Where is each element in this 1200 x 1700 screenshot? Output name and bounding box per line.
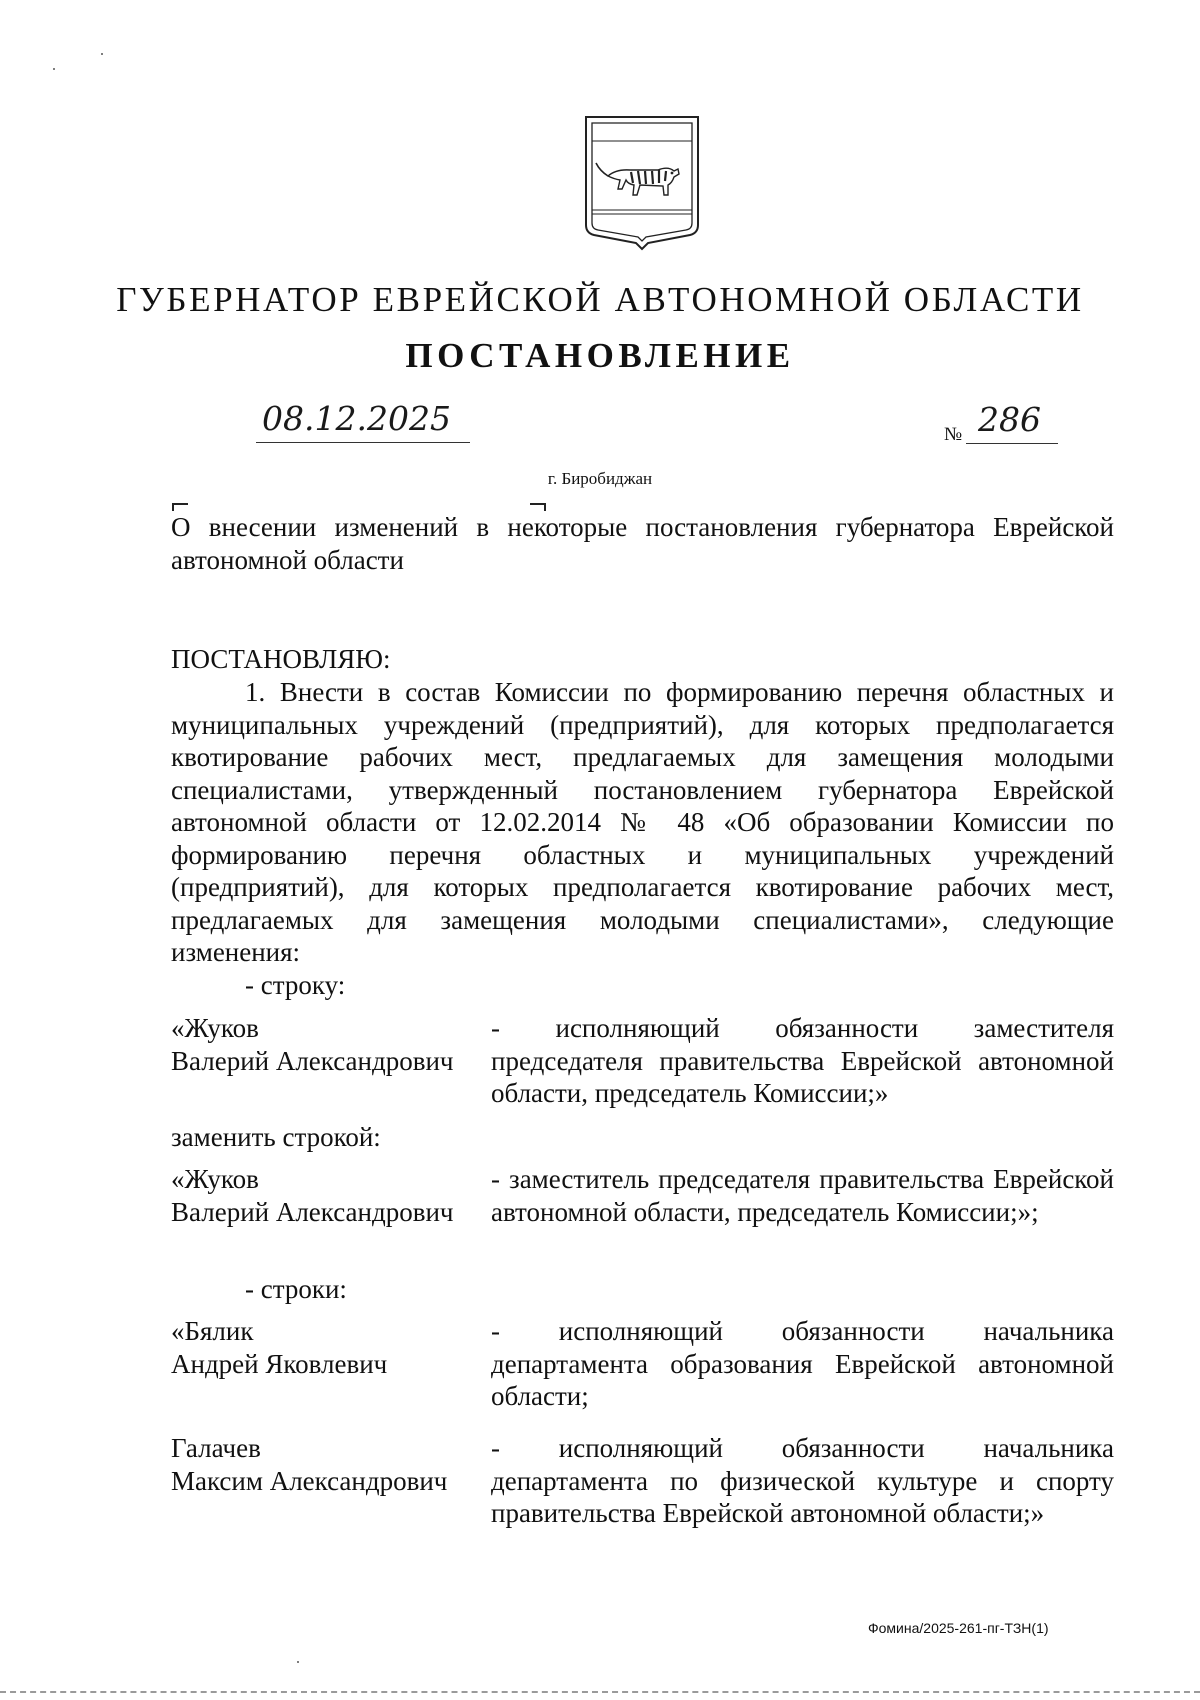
member-surname: Галачев — [171, 1433, 261, 1463]
document-date: 08.12.2025 — [262, 399, 451, 438]
date-underline — [256, 442, 470, 443]
member-old-name — [171, 1012, 481, 1077]
member-galachev-role: - исполняющий обязанности начальника департамента по физической культуре и спорту правительства Еврейской автономной области;» — [491, 1433, 1114, 1528]
member-given-name: Максим Александрович — [171, 1465, 448, 1496]
paragraph-1: 1. Внести в состав Комиссии по формированию перечня областных и муниципальных учреждений (предприятий), для которых предполагается квотирование рабочих мест, предлагаемых для замещения молодыми специалистами, утвержденный постановлением губернатора Еврейской автономной области от 12.02.2014 № 48 «Об образовании Комиссии по формированию перечня областных и муниципальных учреждений (предприятий), для которых предполагается квотирование рабочих мест, предлагаемых для замещения молодыми специалистами», следующие изменения: — [171, 677, 1114, 967]
member-surname: «Бялик — [171, 1316, 254, 1346]
scan-edge-rule — [0, 1691, 1200, 1693]
label-row: - строку: — [245, 970, 346, 1000]
member-surname: «Жуков — [171, 1013, 259, 1043]
scan-speck — [101, 53, 103, 55]
member-new-role: - заместитель председателя правительства Еврейской автономной области, председатель Комиссии;»; — [491, 1164, 1114, 1227]
scan-speck — [53, 68, 55, 70]
member-old-role: - исполняющий обязанности заместителя председателя правительства Еврейской автономной области, председатель Комиссии;» — [491, 1013, 1114, 1108]
coat-of-arms-icon — [582, 113, 702, 253]
member-given-name: Андрей Яковлевич — [171, 1348, 388, 1379]
document-number: 286 — [978, 400, 1041, 439]
member-bialik-name — [171, 1315, 481, 1380]
member-surname: «Жуков — [171, 1164, 259, 1194]
member-given-name: Валерий Александрович — [171, 1045, 454, 1076]
member-new-name — [171, 1163, 481, 1228]
member-bialik-role: - исполняющий обязанности начальника департамента образования Еврейской автономной области; — [491, 1316, 1114, 1411]
number-sign: № — [944, 424, 963, 445]
issuing-authority: ГУБЕРНАТОР ЕВРЕЙСКОЙ АВТОНОМНОЙ ОБЛАСТИ — [116, 280, 1084, 319]
number-underline — [966, 443, 1058, 444]
subject-bracket-left — [172, 503, 188, 511]
tiger-icon — [596, 163, 679, 195]
document-type: ПОСТАНОВЛЕНИЕ — [405, 336, 795, 375]
issue-city: г. Биробиджан — [547, 469, 653, 488]
member-given-name: Валерий Александрович — [171, 1196, 454, 1227]
member-galachev-name — [171, 1432, 481, 1497]
scan-speck — [297, 1661, 299, 1663]
footer-reference-code: Фомина/2025-261-пг-ТЗН(1) — [868, 1620, 1049, 1636]
label-rows: - строки: — [245, 1274, 347, 1304]
label-replace: заменить строкой: — [171, 1122, 381, 1152]
document-subject: О внесении изменений в некоторые постановления губернатора Еврейской автономной области — [171, 512, 1114, 575]
subject-bracket-right — [530, 503, 546, 511]
decree-heading: ПОСТАНОВЛЯЮ: — [171, 644, 391, 674]
